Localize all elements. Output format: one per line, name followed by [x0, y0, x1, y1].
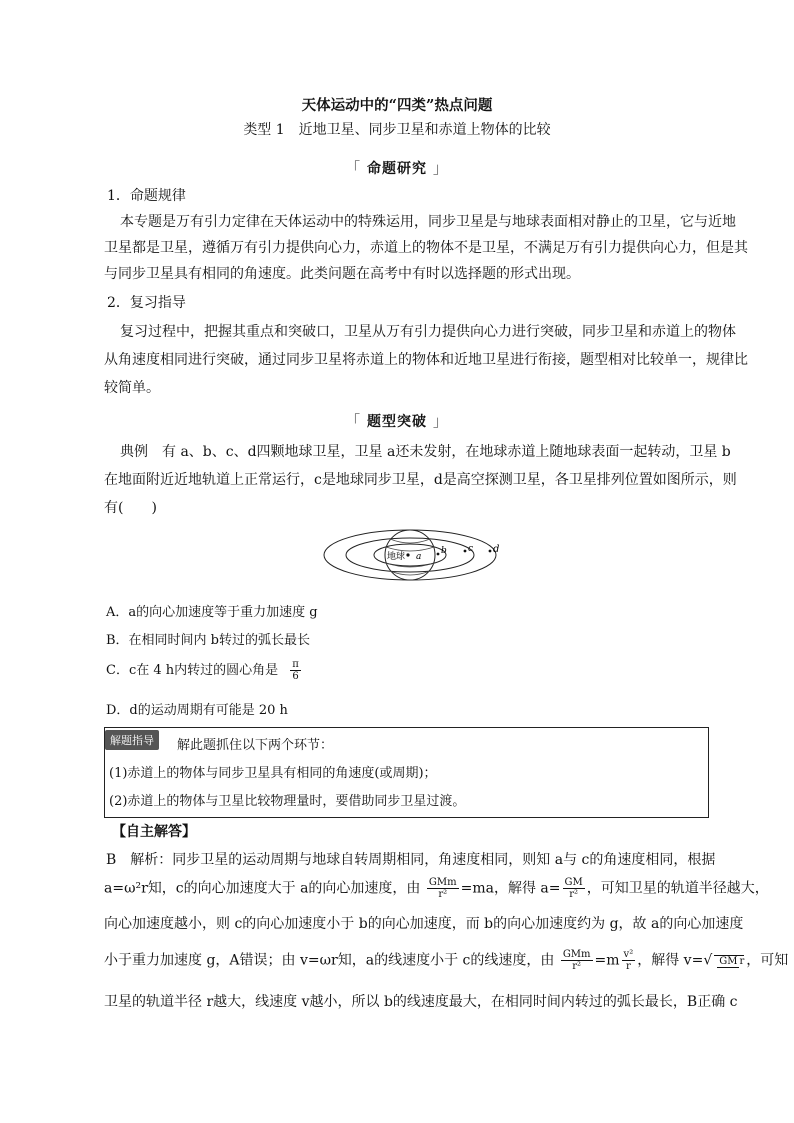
- guide-point-1: (1)赤道上的物体与同步卫星具有相同的角速度(或周期)；: [109, 766, 437, 781]
- page-title: 天体运动中的“四类”热点问题: [301, 97, 493, 114]
- answer-heading: 【自主解答】: [112, 824, 196, 840]
- answer-line-formula-1: a=ω²r知，c的向心加速度大于 a的向心加速度，由 $\frac{\text{GMm}}{\text{r²}}$ =ma，解得 a= $\frac{GM}{\text{r²}}$ ，可知卫星的轨道半径越大，: [104, 877, 769, 900]
- answer-line: 向心加速度越小，则 c的向心加速度小于 b的向心加速度，而 b的向心加速度约为 g，故 a的向心加速度: [104, 916, 744, 932]
- earth-label: 地球: [387, 552, 406, 562]
- label-a: a: [416, 552, 422, 562]
- guide-point-2: (2)赤道上的物体与卫星比较物理量时，要借助同步卫星过渡。: [109, 794, 466, 809]
- sat-c-dot: [464, 550, 467, 553]
- answer-line: 卫星的轨道半径 r越大，线速度 v越小，所以 b的线速度最大，在相同时间内转过的弧长最长，B正确 c: [104, 994, 738, 1010]
- label-d: d: [493, 544, 500, 555]
- guide-tag: 解题指导: [105, 730, 159, 750]
- paragraph-line: 复习过程中，把握其重点和突破口，卫星从万有引力提供向心力进行突破，同步卫星和赤道上的物体: [120, 324, 736, 340]
- heading-guide: 2．复习指导: [107, 295, 186, 311]
- example-line: 有( ): [104, 500, 157, 516]
- answer-line: B 解析：同步卫星的运动周期与地球自转周期相同，角速度相同，则知 a与 c的角速度相同，根据: [106, 852, 716, 868]
- option-d: D．d的运动周期有可能是 20 h: [106, 703, 288, 718]
- label-c: c: [468, 544, 474, 554]
- guide-intro: 解此题抓住以下两个环节：: [177, 738, 334, 753]
- sat-a-dot: [406, 553, 409, 556]
- paragraph-line: 卫星都是卫星，遵循万有引力提供向心力，赤道上的物体不是卫星，不满足万有引力提供向心力，但是其: [104, 240, 748, 256]
- orbit-diagram: [320, 527, 510, 583]
- page-subtitle: 类型 1 近地卫星、同步卫星和赤道上物体的比较: [243, 122, 551, 138]
- section-heading-research: 「 命题研究 」: [345, 159, 449, 177]
- option-b: B．在相同时间内 b转过的弧长最长: [106, 633, 311, 648]
- label-b: b: [441, 546, 447, 556]
- heading-rule: 1．命题规律: [107, 188, 186, 204]
- sat-b-dot: [437, 553, 440, 556]
- paragraph-line: 本专题是万有引力定律在天体运动中的特殊运用，同步卫星是与地球表面相对静止的卫星，它与近地: [120, 214, 736, 230]
- answer-line-formula-2: 小于重力加速度 g，A错误；由 v=ωr知，a的线速度小于 c的线速度，由 $\frac{\text{GMm}}{\text{r²}}$ =m $\frac{\text{v²}}{r}$ ，解得 v=√ GM r ，可知: [104, 949, 789, 972]
- paragraph-line: 从角速度相同进行突破，通过同步卫星将赤道上的物体和近地卫星进行衔接，题型相对比较单一，规律比: [104, 352, 748, 368]
- option-a: A．a的向心加速度等于重力加速度 g: [106, 605, 318, 620]
- paragraph-line: 较简单。: [104, 380, 160, 396]
- paragraph-line: 与同步卫星具有相同的角速度。此类问题在高考中有时以选择题的形式出现。: [104, 266, 580, 282]
- option-c: C．c在 4 h内转过的圆心角是 $\frac{\pi}{6}$: [106, 659, 299, 682]
- guide-box: [104, 727, 709, 818]
- sat-d-dot: [489, 550, 492, 553]
- example-line: 典例 有 a、b、c、d四颗地球卫星，卫星 a还未发射，在地球赤道上随地球表面一起转动，卫星 b: [120, 444, 731, 460]
- section-heading-breakthrough: 「 题型突破 」: [345, 412, 449, 430]
- example-line: 在地面附近近地轨道上正常运行，c是地球同步卫星，d是高空探测卫星，各卫星排列位置如图所示，则: [104, 472, 737, 488]
